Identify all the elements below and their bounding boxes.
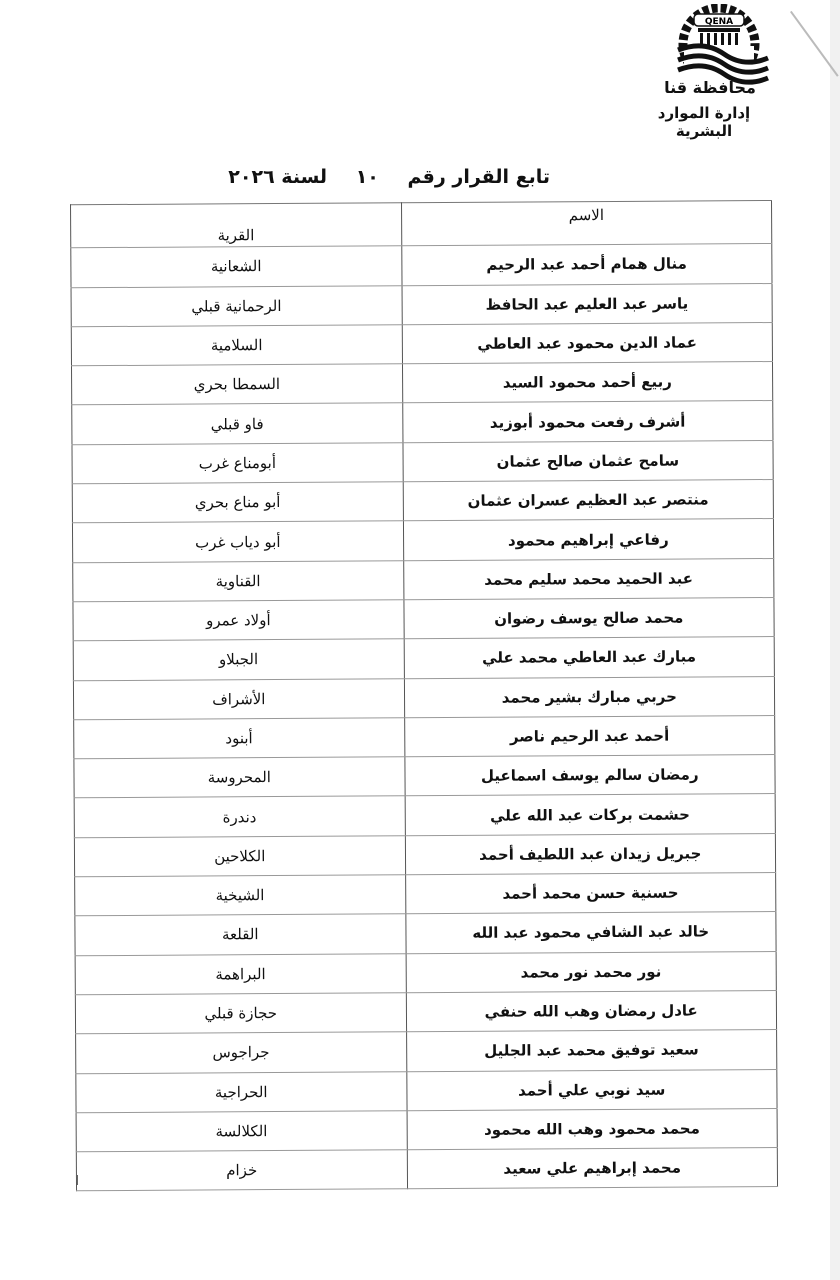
employee-name-cell: ربيع أحمد محمود السيد [402, 362, 773, 404]
table-row [76, 1108, 777, 1152]
village-cell: أبومناع غرب [72, 443, 403, 484]
table-row [72, 519, 773, 563]
village-cell: أبنود [74, 718, 405, 759]
table-row [74, 833, 775, 877]
village-cell: خزام [76, 1150, 407, 1191]
village-cell: الكلاحين [74, 836, 405, 877]
employee-name-cell: محمد محمود وهب الله محمود [407, 1108, 778, 1150]
village-cell: أولاد عمرو [73, 600, 404, 641]
table-row [76, 1069, 777, 1113]
table-border-tail [77, 1175, 78, 1185]
village-cell: السمطا بحري [72, 364, 403, 405]
village-cell: أبو دياب غرب [72, 521, 403, 562]
employee-name-cell: عبد الحميد محمد سليم محمد [403, 558, 774, 600]
employee-name-cell: سيد نوبي علي أحمد [406, 1069, 777, 1111]
table-row [75, 990, 776, 1034]
village-cell: الحراجية [76, 1071, 407, 1112]
scan-edge [830, 0, 840, 1280]
employee-name-cell: منتصر عبد العظيم عسران عثمان [403, 480, 774, 522]
table-row [71, 322, 772, 366]
table-row [74, 794, 775, 838]
table-row [73, 597, 774, 641]
table-row [73, 558, 774, 602]
employee-name-cell: حسنية حسن محمد أحمد [405, 873, 776, 915]
employee-name-cell: نور محمد نور محمد [406, 951, 777, 993]
employee-name-cell: عماد الدين محمود عبد العاطي [402, 322, 773, 364]
village-cell: الأشراف [73, 678, 404, 719]
table-header-row [71, 201, 772, 249]
employee-name-cell: مبارك عبد العاطي محمد علي [404, 637, 775, 679]
village-cell: دندرة [74, 796, 405, 837]
employee-name-cell: رمضان سالم يوسف اسماعيل [404, 755, 775, 797]
table-row [72, 401, 773, 445]
village-cell: الكلالسة [76, 1111, 407, 1152]
employee-name-cell: حربي مبارك بشير محمد [404, 676, 775, 718]
table-row [72, 362, 773, 406]
village-cell: البراهمة [75, 953, 406, 994]
department-name: إدارة الموارد البشرية [657, 104, 751, 140]
svg-text:QENA: QENA [704, 17, 734, 27]
employee-name-cell: محمد صالح يوسف رضوان [403, 597, 774, 639]
table-row [73, 637, 774, 681]
village-cell: فاو قبلي [72, 403, 403, 444]
employee-name-cell: حشمت بركات عبد الله علي [405, 794, 776, 836]
table-row [74, 715, 775, 759]
table-row [75, 951, 776, 995]
decision-year: لسنة ٢٠٢٦ [228, 166, 328, 188]
village-cell: الشيخية [75, 875, 406, 916]
title-prefix: تابع القرار رقم [407, 166, 550, 188]
village-cell: القلعة [75, 914, 406, 955]
decision-number: ١٠ [355, 166, 379, 188]
village-cell: القناوية [73, 560, 404, 601]
village-cell: أبو مناع بحري [72, 482, 403, 523]
table-row [73, 676, 774, 720]
village-cell: المحروسة [74, 757, 405, 798]
village-cell: السلامية [71, 325, 402, 366]
table-row [75, 912, 776, 956]
employee-name-cell: سعيد توفيق محمد عبد الجليل [406, 1030, 777, 1072]
employee-name-cell: عادل رمضان وهب الله حنفي [406, 990, 777, 1032]
employee-name-cell: أشرف رفعت محمود أبوزيد [402, 401, 773, 443]
employee-name-cell: أحمد عبد الرحيم ناصر [404, 715, 775, 757]
employee-name-cell: ياسر عبد العليم عبد الحافظ [402, 283, 773, 325]
village-cell: الجبلاو [73, 639, 404, 680]
column-header-village: القرية [71, 203, 402, 248]
employee-name-cell: خالد عبد الشافي محمود عبد الله [405, 912, 776, 954]
village-cell: الشعانية [71, 246, 402, 287]
table-row [75, 873, 776, 917]
table-row [71, 244, 772, 288]
table-row [74, 755, 775, 799]
table-row [72, 440, 773, 484]
decision-title [190, 166, 550, 188]
table-row [72, 480, 773, 524]
table-row [76, 1030, 777, 1074]
governorate-name: محافظة قنا [664, 78, 756, 97]
village-cell: الرحمانية قبلي [71, 285, 402, 326]
table-row [71, 283, 772, 327]
employee-name-cell: سامح عثمان صالح عثمان [403, 440, 774, 482]
employee-name-cell: محمد إبراهيم علي سعيد [407, 1148, 778, 1190]
column-header-name: الاسم [401, 201, 772, 247]
table-row [76, 1148, 777, 1192]
employee-name-cell: رفاعي إبراهيم محمود [403, 519, 774, 561]
village-cell: جراجوس [76, 1032, 407, 1073]
employee-name-cell: جبريل زيدان عبد اللطيف أحمد [405, 833, 776, 875]
village-cell: حجازة قبلي [75, 993, 406, 1034]
employee-name-cell: منال همام أحمد عبد الرحيم [401, 244, 772, 286]
employees-villages-table [70, 200, 778, 1192]
